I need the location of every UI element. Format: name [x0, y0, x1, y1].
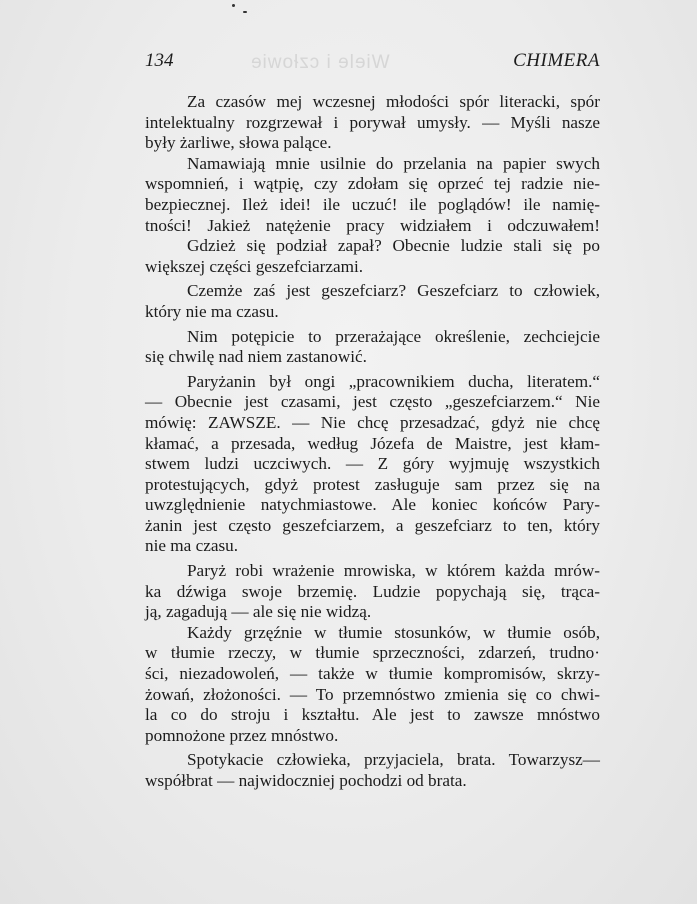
text-line: intelektualny rozgrzewał i porywał umysły. — Myśli nasze	[145, 112, 600, 132]
text-line: Nim potępicie to przerażające określenie, zechciejcie	[187, 326, 600, 346]
text-line: mówię: ZAWSZE. — Nie chcę przesadzać, gdyż nie chcę	[145, 412, 600, 432]
text-line: protestujących, gdyż protest zasługuje sam przez się na	[145, 474, 600, 494]
text-line: Każdy grzęźnie w tłumie stosunków, w tłumie osób,	[187, 622, 600, 642]
text-line: żowań, złożoności. — To przemnóstwo zmienia się co chwi-	[145, 684, 600, 704]
text-line: się chwilę nad niem zastanowić.	[145, 347, 367, 367]
paragraph	[145, 561, 600, 623]
paragraph	[145, 92, 600, 154]
scan-speck	[232, 4, 235, 7]
text-line: — Obecnie jest czasami, jest często „geszefciarzem.“ Nie	[145, 392, 600, 412]
text-line: ją, zagadują — ale się nie widzą.	[145, 602, 372, 622]
paragraph	[145, 281, 600, 322]
text-line: bezpiecznej. Ileż idei! ile uczuć! ile poglądów! ile namię-	[145, 194, 600, 214]
text-line: Czemże zaś jest geszefciarz? Geszefciarz to człowiek,	[187, 281, 600, 301]
text-line: tności! Jakież natężenie pracy widziałem i odczuwałem!	[145, 215, 600, 235]
paragraph	[145, 623, 600, 747]
text-line: stwem ludzi uczciwych. — Z góry wyjmuję wszystkich	[145, 454, 600, 474]
text-line: pomnożone przez mnóstwo.	[145, 725, 339, 745]
paragraph	[145, 372, 600, 557]
paragraph	[145, 154, 600, 236]
text-line: Gdzież się podział zapał? Obecnie ludzie stali się po	[187, 236, 600, 256]
body-text	[145, 92, 600, 792]
text-line: Paryżanin był ongi „pracownikiem ducha, literatem.“	[187, 371, 600, 391]
text-line: większej części geszefciarzami.	[145, 256, 364, 276]
text-line: współbrat — najwidoczniej pochodzi od brata.	[145, 771, 467, 790]
text-line: żanin jest często geszefciarzem, a geszefciarz to ten, który	[145, 515, 600, 535]
page-number: 134	[145, 50, 174, 71]
text-line: wspomnień, i wątpię, czy zdołam się oprzeć tej radzie nie-	[145, 174, 600, 194]
text-line: uwzględnienie natychmiastowe. Ale koniec końców Pary-	[145, 495, 600, 515]
text-line: Spotykacie człowieka, przyjaciela, brata. Towarzysz—	[187, 750, 600, 770]
text-line: Za czasów mej wczesnej młodości spór literacki, spór	[187, 92, 600, 111]
text-line: Namawiają mnie usilnie do przelania na papier swych	[187, 153, 600, 173]
text-line: la co do stroju i kształtu. Ale jest to zawsze mnóstwo	[145, 705, 600, 725]
scan-speck	[243, 11, 247, 13]
page-header	[145, 50, 600, 72]
paragraph	[145, 327, 600, 368]
text-line: nie ma czasu.	[145, 536, 239, 556]
text-line: ści, niezadowoleń, — także w tłumie kompromisów, skrzy-	[145, 664, 600, 684]
text-line: w tłumie rzeczy, w tłumie sprzeczności, zdarzeń, trudno·	[145, 643, 600, 663]
text-line: Paryż robi wrażenie mrowiska, w którem każda mrów-	[187, 561, 600, 581]
text-line: ka dźwiga swoje brzemię. Ludzie popychają się, trąca-	[145, 581, 600, 601]
running-title: CHIMERA	[513, 50, 600, 71]
text-line: który nie ma czasu.	[145, 301, 279, 321]
bleed-through-text: Wiele i człowie	[250, 52, 390, 73]
paragraph	[145, 750, 600, 791]
text-line: kłamać, a przesada, według Józefa de Maistre, jest kłam-	[145, 433, 600, 453]
text-line: były żarliwe, słowa palące.	[145, 133, 332, 153]
paragraph	[145, 236, 600, 277]
